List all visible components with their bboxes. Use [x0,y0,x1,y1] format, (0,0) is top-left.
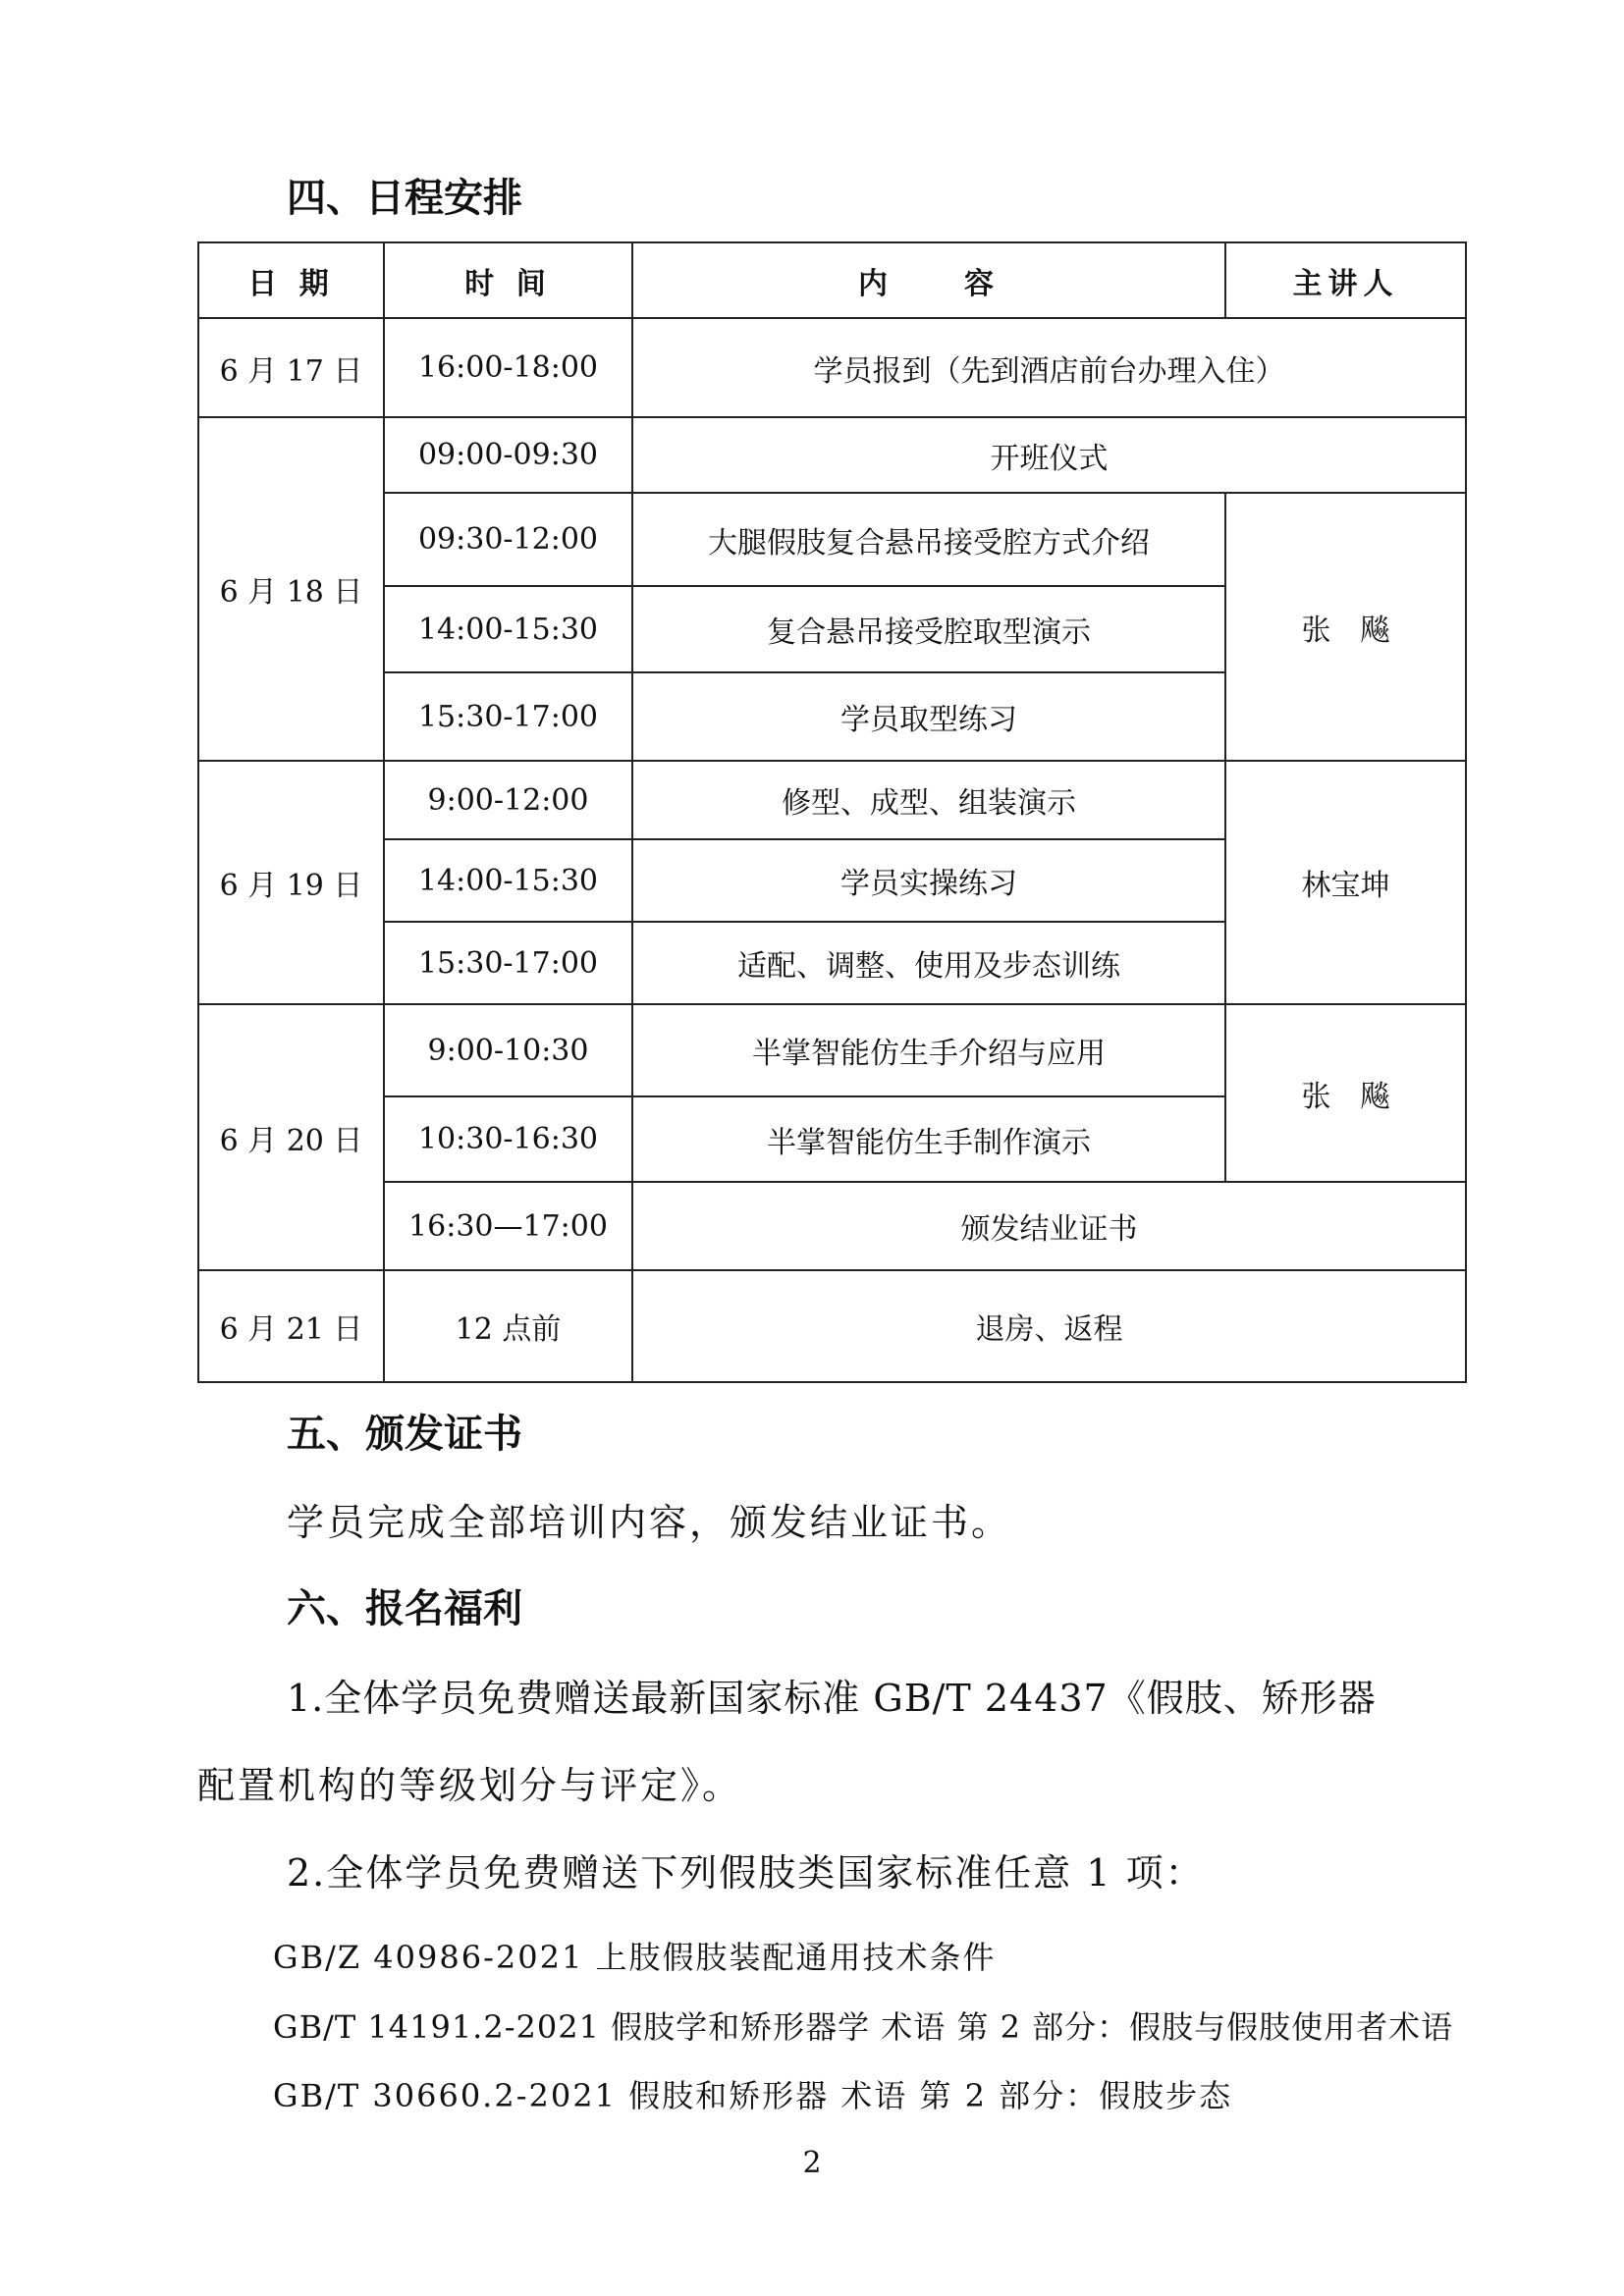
standard-item: GB/T 14191.2-2021 假肢学和矫形器学 术语 第 2 部分：假肢与假肢使用者术语 [273,2008,1454,2046]
time-cell: 9:00-12:00 [384,761,632,839]
content-cell: 学员取型练习 [632,672,1225,761]
table-row [198,417,1466,493]
time-cell: 15:30-17:00 [384,672,632,761]
schedule-heading: 四、日程安排 [287,176,522,221]
table-row [198,493,1466,586]
time-cell: 12 点前 [384,1270,632,1382]
time-cell: 14:00-15:30 [384,586,632,672]
benefits-heading: 六、报名福利 [287,1586,522,1631]
table-row [198,761,1466,839]
speaker-cell: 林宝坤 [1225,761,1466,1004]
content-cell: 学员实操练习 [632,839,1225,922]
standard-item: GB/T 30660.2-2021 假肢和矫形器 术语 第 2 部分：假肢步态 [273,2077,1233,2114]
time-cell: 15:30-17:00 [384,922,632,1004]
content-cell: 退房、返程 [632,1270,1466,1382]
header-time: 时 间 [384,242,632,318]
table-row [198,1182,1466,1270]
page-number: 2 [802,2146,822,2180]
table-header-row [198,242,1466,318]
schedule-table [197,241,1467,1383]
date-cell: 6 月 21 日 [198,1270,384,1382]
content-cell: 开班仪式 [632,417,1466,493]
table-row [198,1004,1466,1096]
date-cell: 6 月 20 日 [198,1004,384,1270]
time-cell: 09:00-09:30 [384,417,632,493]
speaker-cell: 张 飚 [1225,1004,1466,1182]
content-cell: 颁发结业证书 [632,1182,1466,1270]
time-cell: 10:30-16:30 [384,1096,632,1182]
time-cell: 16:00-18:00 [384,318,632,417]
time-cell: 16:30—17:00 [384,1182,632,1270]
content-cell: 适配、调整、使用及步态训练 [632,922,1225,1004]
date-cell: 6 月 18 日 [198,417,384,761]
table-row [198,1270,1466,1382]
date-cell: 6 月 17 日 [198,318,384,417]
certificate-heading: 五、颁发证书 [287,1412,522,1457]
time-cell: 09:30-12:00 [384,493,632,586]
header-speaker: 主讲人 [1225,242,1466,318]
content-cell: 学员报到（先到酒店前台办理入住） [632,318,1466,417]
benefit-2: 2.全体学员免费赠送下列假肢类国家标准任意 1 项： [287,1851,1205,1895]
table-row [198,318,1466,417]
header-date: 日 期 [198,242,384,318]
date-cell: 6 月 19 日 [198,761,384,1004]
speaker-cell: 张 飚 [1225,493,1466,761]
content-cell: 大腿假肢复合悬吊接受腔方式介绍 [632,493,1225,586]
benefit-1-line-2: 配置机构的等级划分与评定》。 [197,1764,743,1807]
time-cell: 9:00-10:30 [384,1004,632,1096]
content-cell: 修型、成型、组装演示 [632,761,1225,839]
benefit-1-line-1: 1.全体学员免费赠送最新国家标准 GB/T 24437《假肢、矫形器 [287,1677,1377,1720]
content-cell: 复合悬吊接受腔取型演示 [632,586,1225,672]
header-content: 内 容 [632,242,1225,318]
content-cell: 半掌智能仿生手介绍与应用 [632,1004,1225,1096]
content-cell: 半掌智能仿生手制作演示 [632,1096,1225,1182]
certificate-text: 学员完成全部培训内容，颁发结业证书。 [287,1501,1012,1544]
time-cell: 14:00-15:30 [384,839,632,922]
standard-item: GB/Z 40986-2021 上肢假肢装配通用技术条件 [273,1939,997,1976]
